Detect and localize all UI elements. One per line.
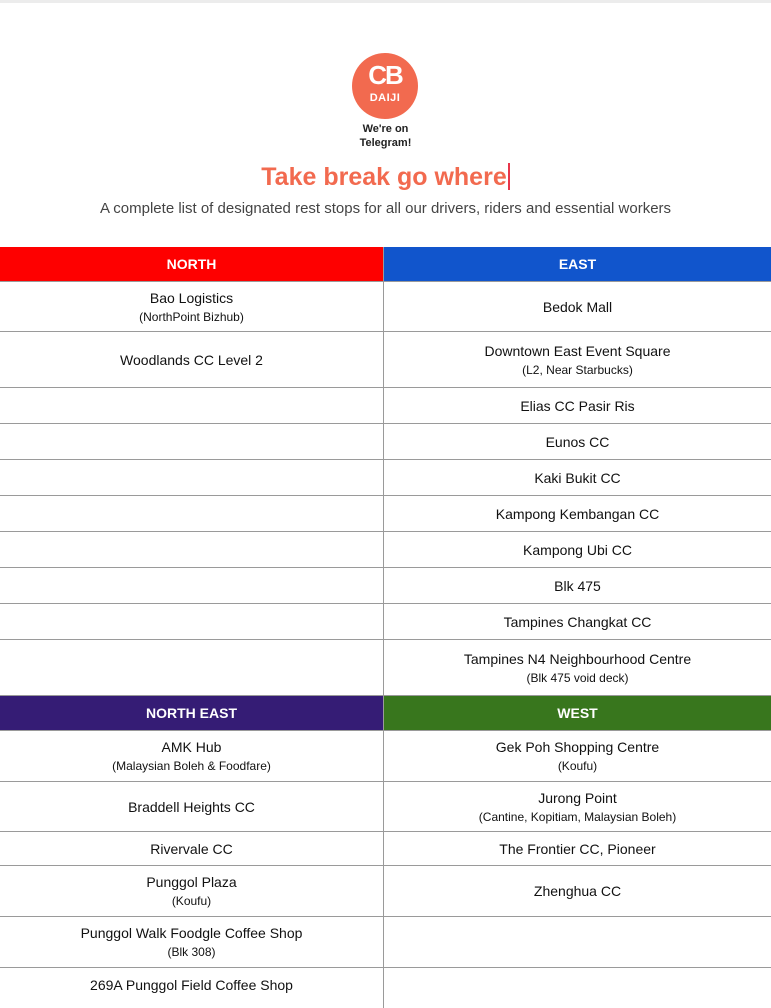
- location-detail: (Blk 308): [167, 945, 216, 959]
- location-detail: (Koufu): [557, 759, 598, 773]
- table-row: [0, 731, 771, 782]
- north-east-cell: [0, 968, 384, 1008]
- location-name: Eunos CC: [545, 433, 610, 450]
- location-detail: (Blk 475 void deck): [526, 670, 629, 685]
- west-cell: [384, 832, 771, 865]
- west-cell-empty: [384, 917, 771, 967]
- daiji-logo[interactable]: [352, 53, 418, 119]
- west-cell-empty: [384, 968, 771, 1008]
- location-name: 269A Punggol Field Coffee Shop: [90, 977, 293, 993]
- table-row: [0, 496, 771, 532]
- location-name: Zhenghua CC: [533, 883, 622, 899]
- north-header: NORTH: [0, 247, 384, 281]
- page-subtitle: A complete list of designated rest stops for all our drivers, riders and essential workers: [99, 200, 672, 217]
- location-name: Kampong Ubi CC: [523, 541, 632, 558]
- section-header-row: [0, 247, 771, 282]
- north-cell: [0, 282, 384, 331]
- north-east-cell: [0, 782, 384, 831]
- north-cell: [0, 332, 384, 387]
- east-cell: [384, 604, 771, 639]
- east-cell: [384, 460, 771, 495]
- table-row: [0, 282, 771, 332]
- north-cell-empty: [0, 640, 384, 695]
- text-cursor: [508, 163, 510, 190]
- location-name: Braddell Heights CC: [128, 798, 255, 815]
- telegram-tagline-line2[interactable]: Telegram!: [359, 137, 412, 149]
- north-east-cell: [0, 917, 384, 967]
- location-name: Woodlands CC Level 2: [120, 351, 263, 368]
- table-row: [0, 532, 771, 568]
- north-east-cell: [0, 731, 384, 781]
- location-name: Bedok Mall: [542, 298, 613, 315]
- location-name: Elias CC Pasir Ris: [520, 397, 635, 414]
- north-cell-empty: [0, 496, 384, 531]
- location-detail: (L2, Near Starbucks): [522, 362, 633, 377]
- table-row: [0, 460, 771, 496]
- location-name: Tampines Changkat CC: [503, 613, 652, 630]
- logo-word: DAIJI: [369, 92, 401, 104]
- north-cell-empty: [0, 460, 384, 495]
- table-row: [0, 388, 771, 424]
- east-cell: [384, 532, 771, 567]
- east-cell: [384, 388, 771, 423]
- telegram-tagline-line1[interactable]: We're on: [362, 123, 409, 135]
- north-cell-empty: [0, 604, 384, 639]
- table-row: [0, 832, 771, 866]
- north-east-cell: [0, 832, 384, 865]
- table-row: [0, 917, 771, 968]
- west-cell: [384, 731, 771, 781]
- location-name: Rivervale CC: [150, 840, 233, 857]
- north-east-header: NORTH EAST: [0, 696, 384, 730]
- east-header: EAST: [384, 247, 771, 281]
- table-row: [0, 424, 771, 460]
- location-name: AMK Hub: [161, 739, 222, 755]
- north-cell-empty: [0, 532, 384, 567]
- location-detail: (Malaysian Boleh & Foodfare): [112, 759, 271, 773]
- location-name: Gek Poh Shopping Centre: [495, 739, 660, 755]
- table-row: [0, 968, 771, 1008]
- page-header: [0, 0, 771, 247]
- location-name: Blk 475: [554, 577, 601, 594]
- page-title: [0, 163, 771, 192]
- rest-stops-table: [0, 247, 771, 1008]
- location-name: Kampong Kembangan CC: [495, 505, 660, 522]
- table-row: [0, 332, 771, 388]
- east-cell: [384, 640, 771, 695]
- east-cell: [384, 496, 771, 531]
- location-detail: (NorthPoint Bizhub): [139, 309, 244, 324]
- logo-mark: CB: [368, 60, 402, 90]
- section-header-row: [0, 696, 771, 731]
- page-title-text: Take break go where: [261, 163, 507, 191]
- location-name: Punggol Plaza: [146, 874, 237, 890]
- location-detail: (Cantine, Kopitiam, Malaysian Boleh): [478, 809, 677, 824]
- table-row: [0, 640, 771, 696]
- location-name: Bao Logistics: [149, 289, 234, 306]
- east-cell: [384, 568, 771, 603]
- west-header: WEST: [384, 696, 771, 730]
- east-cell: [384, 332, 771, 387]
- north-cell-empty: [0, 424, 384, 459]
- location-name: Punggol Walk Foodgle Coffee Shop: [80, 925, 303, 941]
- east-cell: [384, 424, 771, 459]
- table-row: [0, 866, 771, 917]
- north-cell-empty: [0, 568, 384, 603]
- table-row: [0, 568, 771, 604]
- location-name: The Frontier CC, Pioneer: [499, 840, 656, 857]
- location-name: Tampines N4 Neighbourhood Centre: [463, 650, 692, 667]
- west-cell: [384, 782, 771, 831]
- location-detail: (Koufu): [171, 894, 212, 908]
- location-name: Kaki Bukit CC: [534, 469, 621, 486]
- east-cell: [384, 282, 771, 331]
- north-east-cell: [0, 866, 384, 916]
- location-name: Jurong Point: [538, 789, 617, 806]
- table-row: [0, 782, 771, 832]
- location-name: Downtown East Event Square: [484, 342, 671, 359]
- table-row: [0, 604, 771, 640]
- north-cell-empty: [0, 388, 384, 423]
- west-cell: [384, 866, 771, 916]
